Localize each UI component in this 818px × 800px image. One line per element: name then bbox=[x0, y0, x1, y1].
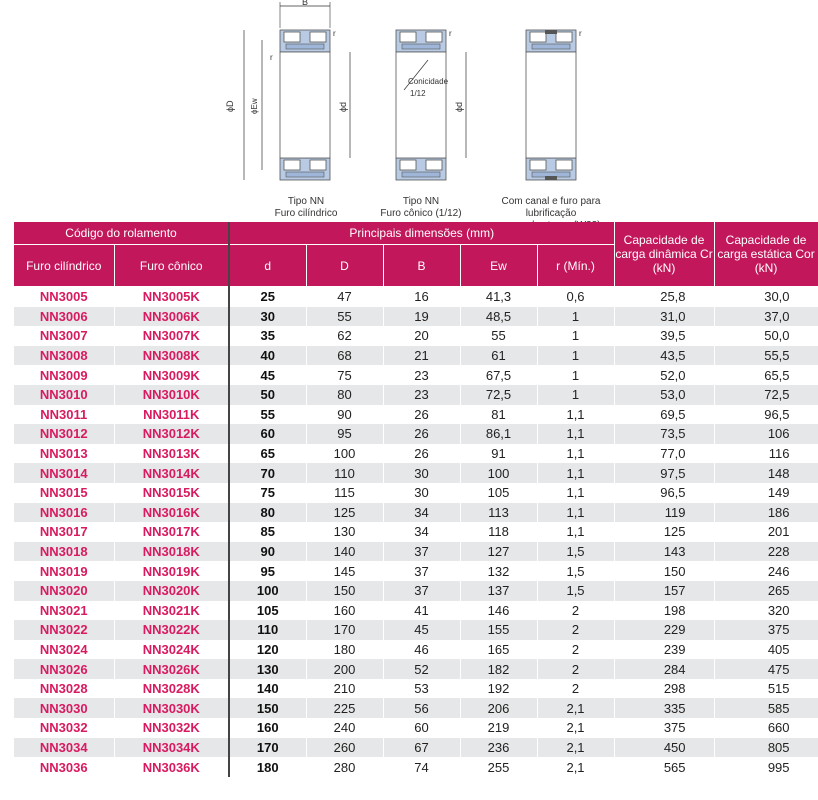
cell-furo-cilindrico: NN3015 bbox=[14, 483, 114, 503]
caption-cylindrical-line1: Tipo NN bbox=[287, 196, 325, 207]
cell-furo-conico: NN3017K bbox=[114, 522, 229, 542]
cell-furo-cilindrico: NN3005 bbox=[14, 287, 114, 307]
cell-furo-conico: NN3018K bbox=[114, 542, 229, 562]
cell-B: 20 bbox=[383, 326, 460, 346]
cell-furo-conico: NN3014K bbox=[114, 463, 229, 483]
cell-cor: 65,5 bbox=[714, 365, 818, 385]
cell-r: 1,1 bbox=[537, 444, 614, 464]
dim-r3-label: r bbox=[449, 29, 452, 38]
cell-B: 30 bbox=[383, 483, 460, 503]
cell-Ew: 100 bbox=[460, 463, 537, 483]
cell-cor: 246 bbox=[714, 561, 818, 581]
header-furo-conico: Furo cônico bbox=[114, 245, 229, 287]
cell-cor: 55,5 bbox=[714, 346, 818, 366]
table-row bbox=[14, 542, 818, 562]
cell-D: 55 bbox=[306, 307, 383, 327]
cell-Ew: 127 bbox=[460, 542, 537, 562]
header-cap-estatica: Capacidade de carga estática Cor (kN) bbox=[714, 222, 818, 287]
cell-r: 1,5 bbox=[537, 542, 614, 562]
cell-cr: 97,5 bbox=[614, 463, 714, 483]
cell-D: 240 bbox=[306, 718, 383, 738]
cell-cr: 375 bbox=[614, 718, 714, 738]
cell-cor: 405 bbox=[714, 640, 818, 660]
cell-furo-conico: NN3010K bbox=[114, 385, 229, 405]
cell-d: 70 bbox=[229, 463, 306, 483]
cell-D: 200 bbox=[306, 659, 383, 679]
cell-cor: 149 bbox=[714, 483, 818, 503]
cell-furo-conico: NN3021K bbox=[114, 601, 229, 621]
cell-furo-cilindrico: NN3024 bbox=[14, 640, 114, 660]
cell-furo-cilindrico: NN3019 bbox=[14, 561, 114, 581]
cell-r: 1,1 bbox=[537, 503, 614, 523]
cell-d: 40 bbox=[229, 346, 306, 366]
cell-d: 60 bbox=[229, 424, 306, 444]
cell-D: 90 bbox=[306, 405, 383, 425]
cell-cr: 125 bbox=[614, 522, 714, 542]
cell-furo-cilindrico: NN3028 bbox=[14, 679, 114, 699]
cell-cor: 201 bbox=[714, 522, 818, 542]
cell-d: 35 bbox=[229, 326, 306, 346]
cell-d: 140 bbox=[229, 679, 306, 699]
cell-B: 26 bbox=[383, 444, 460, 464]
cell-Ew: 61 bbox=[460, 346, 537, 366]
header-r: r (Mín.) bbox=[537, 245, 614, 287]
cell-cor: 148 bbox=[714, 463, 818, 483]
cell-cor: 30,0 bbox=[714, 287, 818, 307]
dim-r-label: r bbox=[333, 29, 336, 38]
cell-r: 1 bbox=[537, 307, 614, 327]
cell-cr: 77,0 bbox=[614, 444, 714, 464]
cell-D: 140 bbox=[306, 542, 383, 562]
cell-r: 1 bbox=[537, 326, 614, 346]
cell-furo-conico: NN3011K bbox=[114, 405, 229, 425]
cell-cr: 25,8 bbox=[614, 287, 714, 307]
cell-cor: 515 bbox=[714, 679, 818, 699]
cell-furo-cilindrico: NN3018 bbox=[14, 542, 114, 562]
cell-B: 46 bbox=[383, 640, 460, 660]
caption-cylindrical bbox=[266, 196, 346, 220]
cell-cr: 450 bbox=[614, 738, 714, 758]
dim-phiEw-label: ϕEw bbox=[250, 98, 259, 114]
cell-furo-cilindrico: NN3016 bbox=[14, 503, 114, 523]
cell-B: 52 bbox=[383, 659, 460, 679]
cell-furo-cilindrico: NN3021 bbox=[14, 601, 114, 621]
table-row bbox=[14, 326, 818, 346]
cell-D: 80 bbox=[306, 385, 383, 405]
cell-B: 37 bbox=[383, 561, 460, 581]
cell-Ew: 146 bbox=[460, 601, 537, 621]
bearing-table bbox=[14, 222, 818, 777]
cell-D: 100 bbox=[306, 444, 383, 464]
cell-B: 21 bbox=[383, 346, 460, 366]
cell-D: 95 bbox=[306, 424, 383, 444]
cell-cr: 73,5 bbox=[614, 424, 714, 444]
cell-cr: 229 bbox=[614, 620, 714, 640]
cell-r: 1 bbox=[537, 346, 614, 366]
table-row bbox=[14, 346, 818, 366]
table-row bbox=[14, 503, 818, 523]
cell-r: 2,1 bbox=[537, 757, 614, 777]
caption-tapered-line2: Furo cônico (1/12) bbox=[380, 208, 462, 219]
header-D: D bbox=[306, 245, 383, 287]
cell-B: 67 bbox=[383, 738, 460, 758]
cell-r: 2 bbox=[537, 679, 614, 699]
cell-d: 110 bbox=[229, 620, 306, 640]
cell-D: 145 bbox=[306, 561, 383, 581]
cell-cor: 228 bbox=[714, 542, 818, 562]
cell-r: 1,1 bbox=[537, 483, 614, 503]
cell-cr: 298 bbox=[614, 679, 714, 699]
cell-Ew: 67,5 bbox=[460, 365, 537, 385]
cell-d: 45 bbox=[229, 365, 306, 385]
cell-furo-cilindrico: NN3007 bbox=[14, 326, 114, 346]
cell-r: 2 bbox=[537, 620, 614, 640]
cell-r: 1,1 bbox=[537, 405, 614, 425]
cell-B: 45 bbox=[383, 620, 460, 640]
dim-phiD-label: ϕD bbox=[225, 100, 235, 112]
cell-B: 41 bbox=[383, 601, 460, 621]
table-row bbox=[14, 405, 818, 425]
table-row bbox=[14, 444, 818, 464]
cell-r: 2,1 bbox=[537, 698, 614, 718]
cell-r: 2,1 bbox=[537, 738, 614, 758]
cell-D: 260 bbox=[306, 738, 383, 758]
cell-furo-conico: NN3009K bbox=[114, 365, 229, 385]
cell-Ew: 118 bbox=[460, 522, 537, 542]
table-row bbox=[14, 385, 818, 405]
cell-furo-cilindrico: NN3034 bbox=[14, 738, 114, 758]
cell-cor: 475 bbox=[714, 659, 818, 679]
cell-r: 0,6 bbox=[537, 287, 614, 307]
cell-Ew: 48,5 bbox=[460, 307, 537, 327]
cell-Ew: 155 bbox=[460, 620, 537, 640]
cell-r: 1,5 bbox=[537, 581, 614, 601]
cell-cr: 335 bbox=[614, 698, 714, 718]
cell-cor: 72,5 bbox=[714, 385, 818, 405]
cell-furo-cilindrico: NN3014 bbox=[14, 463, 114, 483]
cell-cor: 116 bbox=[714, 444, 818, 464]
cell-furo-conico: NN3032K bbox=[114, 718, 229, 738]
cell-cr: 284 bbox=[614, 659, 714, 679]
cell-cr: 69,5 bbox=[614, 405, 714, 425]
cell-D: 125 bbox=[306, 503, 383, 523]
cell-Ew: 55 bbox=[460, 326, 537, 346]
cell-cor: 265 bbox=[714, 581, 818, 601]
cell-D: 62 bbox=[306, 326, 383, 346]
table-row bbox=[14, 679, 818, 699]
header-cap-dinamica: Capacidade de carga dinâmica Cr (kN) bbox=[614, 222, 714, 287]
cell-cr: 157 bbox=[614, 581, 714, 601]
cell-Ew: 192 bbox=[460, 679, 537, 699]
cell-r: 2,1 bbox=[537, 718, 614, 738]
cell-furo-conico: NN3013K bbox=[114, 444, 229, 464]
cell-furo-cilindrico: NN3022 bbox=[14, 620, 114, 640]
cell-D: 170 bbox=[306, 620, 383, 640]
cell-r: 2 bbox=[537, 601, 614, 621]
header-Ew: Ew bbox=[460, 245, 537, 287]
cell-B: 26 bbox=[383, 405, 460, 425]
bearing-drawings bbox=[0, 0, 818, 220]
cell-furo-conico: NN3007K bbox=[114, 326, 229, 346]
table-row bbox=[14, 463, 818, 483]
cell-B: 30 bbox=[383, 463, 460, 483]
cell-r: 1,1 bbox=[537, 522, 614, 542]
table-row bbox=[14, 659, 818, 679]
cell-furo-conico: NN3012K bbox=[114, 424, 229, 444]
cell-cr: 31,0 bbox=[614, 307, 714, 327]
cell-B: 23 bbox=[383, 385, 460, 405]
cell-B: 19 bbox=[383, 307, 460, 327]
cell-cr: 52,0 bbox=[614, 365, 714, 385]
cell-cr: 239 bbox=[614, 640, 714, 660]
cell-d: 150 bbox=[229, 698, 306, 718]
cell-furo-conico: NN3006K bbox=[114, 307, 229, 327]
drawing-lubrication-groove bbox=[526, 29, 582, 180]
dim-phid2-label: ϕd bbox=[454, 101, 464, 112]
cell-furo-cilindrico: NN3010 bbox=[14, 385, 114, 405]
table-row bbox=[14, 483, 818, 503]
cell-cor: 37,0 bbox=[714, 307, 818, 327]
cell-cor: 96,5 bbox=[714, 405, 818, 425]
cell-Ew: 255 bbox=[460, 757, 537, 777]
cell-furo-cilindrico: NN3036 bbox=[14, 757, 114, 777]
cell-furo-cilindrico: NN3009 bbox=[14, 365, 114, 385]
drawing-tapered-bore bbox=[396, 29, 466, 180]
cell-d: 95 bbox=[229, 561, 306, 581]
cell-cor: 106 bbox=[714, 424, 818, 444]
cell-furo-conico: NN3024K bbox=[114, 640, 229, 660]
table-row bbox=[14, 698, 818, 718]
cell-d: 50 bbox=[229, 385, 306, 405]
cell-cor: 50,0 bbox=[714, 326, 818, 346]
cell-r: 1 bbox=[537, 385, 614, 405]
cell-furo-conico: NN3015K bbox=[114, 483, 229, 503]
cell-furo-cilindrico: NN3030 bbox=[14, 698, 114, 718]
cell-B: 53 bbox=[383, 679, 460, 699]
cell-B: 34 bbox=[383, 522, 460, 542]
dim-r2-label: r bbox=[270, 53, 273, 62]
cell-d: 120 bbox=[229, 640, 306, 660]
cell-furo-conico: NN3034K bbox=[114, 738, 229, 758]
table-row bbox=[14, 738, 818, 758]
cell-furo-conico: NN3028K bbox=[114, 679, 229, 699]
cell-furo-conico: NN3020K bbox=[114, 581, 229, 601]
table-row bbox=[14, 757, 818, 777]
cell-furo-conico: NN3005K bbox=[114, 287, 229, 307]
cell-cr: 96,5 bbox=[614, 483, 714, 503]
table-row bbox=[14, 424, 818, 444]
cell-Ew: 219 bbox=[460, 718, 537, 738]
cell-furo-cilindrico: NN3026 bbox=[14, 659, 114, 679]
cell-cr: 198 bbox=[614, 601, 714, 621]
taper-ratio-label: 1/12 bbox=[410, 89, 426, 98]
cell-Ew: 81 bbox=[460, 405, 537, 425]
cell-r: 2 bbox=[537, 659, 614, 679]
cell-cor: 660 bbox=[714, 718, 818, 738]
cell-furo-cilindrico: NN3012 bbox=[14, 424, 114, 444]
cell-cor: 320 bbox=[714, 601, 818, 621]
table-row bbox=[14, 620, 818, 640]
cell-furo-cilindrico: NN3011 bbox=[14, 405, 114, 425]
cell-r: 2 bbox=[537, 640, 614, 660]
cell-Ew: 182 bbox=[460, 659, 537, 679]
cell-furo-conico: NN3016K bbox=[114, 503, 229, 523]
cell-Ew: 137 bbox=[460, 581, 537, 601]
cell-d: 130 bbox=[229, 659, 306, 679]
caption-tapered-line1: Tipo NN bbox=[402, 196, 440, 207]
drawing-cylindrical-bore bbox=[225, 0, 350, 180]
cell-furo-conico: NN3030K bbox=[114, 698, 229, 718]
table-row bbox=[14, 640, 818, 660]
cell-furo-cilindrico: NN3006 bbox=[14, 307, 114, 327]
cell-d: 105 bbox=[229, 601, 306, 621]
cell-cor: 186 bbox=[714, 503, 818, 523]
cell-D: 115 bbox=[306, 483, 383, 503]
caption-lubrication-line1: Com canal e furo para lubrificação bbox=[501, 196, 601, 219]
cell-Ew: 206 bbox=[460, 698, 537, 718]
dim-b-label: B bbox=[302, 0, 309, 7]
table-row bbox=[14, 601, 818, 621]
cell-furo-conico: NN3022K bbox=[114, 620, 229, 640]
cell-d: 100 bbox=[229, 581, 306, 601]
cell-cr: 119 bbox=[614, 503, 714, 523]
header-dimensoes: Principais dimensões (mm) bbox=[229, 222, 614, 245]
header-B: B bbox=[383, 245, 460, 287]
cell-cr: 39,5 bbox=[614, 326, 714, 346]
cell-D: 210 bbox=[306, 679, 383, 699]
cell-d: 85 bbox=[229, 522, 306, 542]
cell-Ew: 105 bbox=[460, 483, 537, 503]
table-row bbox=[14, 581, 818, 601]
cell-B: 26 bbox=[383, 424, 460, 444]
cell-B: 34 bbox=[383, 503, 460, 523]
cell-Ew: 72,5 bbox=[460, 385, 537, 405]
table-row bbox=[14, 561, 818, 581]
header-codigo: Código do rolamento bbox=[14, 222, 229, 245]
cell-D: 180 bbox=[306, 640, 383, 660]
cell-D: 110 bbox=[306, 463, 383, 483]
cell-D: 160 bbox=[306, 601, 383, 621]
dim-r4-label: r bbox=[579, 29, 582, 38]
cell-cr: 53,0 bbox=[614, 385, 714, 405]
cell-furo-cilindrico: NN3020 bbox=[14, 581, 114, 601]
table-row bbox=[14, 287, 818, 307]
cell-furo-conico: NN3008K bbox=[114, 346, 229, 366]
cell-Ew: 165 bbox=[460, 640, 537, 660]
cell-cor: 375 bbox=[714, 620, 818, 640]
cell-D: 75 bbox=[306, 365, 383, 385]
cell-cor: 585 bbox=[714, 698, 818, 718]
cell-Ew: 236 bbox=[460, 738, 537, 758]
cell-d: 30 bbox=[229, 307, 306, 327]
cell-d: 75 bbox=[229, 483, 306, 503]
cell-cr: 43,5 bbox=[614, 346, 714, 366]
cell-B: 23 bbox=[383, 365, 460, 385]
cell-d: 90 bbox=[229, 542, 306, 562]
cell-D: 150 bbox=[306, 581, 383, 601]
caption-tapered bbox=[366, 196, 476, 220]
cell-B: 74 bbox=[383, 757, 460, 777]
cell-r: 1,5 bbox=[537, 561, 614, 581]
cell-B: 37 bbox=[383, 581, 460, 601]
cell-d: 55 bbox=[229, 405, 306, 425]
cell-furo-cilindrico: NN3017 bbox=[14, 522, 114, 542]
cell-d: 25 bbox=[229, 287, 306, 307]
cell-furo-cilindrico: NN3013 bbox=[14, 444, 114, 464]
cell-Ew: 91 bbox=[460, 444, 537, 464]
cell-B: 60 bbox=[383, 718, 460, 738]
cell-furo-cilindrico: NN3008 bbox=[14, 346, 114, 366]
cell-d: 160 bbox=[229, 718, 306, 738]
cell-furo-conico: NN3026K bbox=[114, 659, 229, 679]
cell-d: 80 bbox=[229, 503, 306, 523]
cell-Ew: 41,3 bbox=[460, 287, 537, 307]
cell-Ew: 86,1 bbox=[460, 424, 537, 444]
cell-D: 68 bbox=[306, 346, 383, 366]
caption-cylindrical-line2: Furo cilíndrico bbox=[274, 208, 338, 219]
cell-D: 225 bbox=[306, 698, 383, 718]
cell-Ew: 113 bbox=[460, 503, 537, 523]
cell-D: 130 bbox=[306, 522, 383, 542]
cell-cor: 995 bbox=[714, 757, 818, 777]
table-row bbox=[14, 718, 818, 738]
cell-d: 180 bbox=[229, 757, 306, 777]
cell-furo-cilindrico: NN3032 bbox=[14, 718, 114, 738]
table-row bbox=[14, 307, 818, 327]
cell-cor: 805 bbox=[714, 738, 818, 758]
cell-Ew: 132 bbox=[460, 561, 537, 581]
cell-r: 1 bbox=[537, 365, 614, 385]
cell-furo-conico: NN3019K bbox=[114, 561, 229, 581]
cell-B: 37 bbox=[383, 542, 460, 562]
table-row bbox=[14, 365, 818, 385]
cell-cr: 143 bbox=[614, 542, 714, 562]
bearing-diagrams bbox=[0, 0, 818, 220]
cell-B: 16 bbox=[383, 287, 460, 307]
dim-phid-label: ϕd bbox=[338, 101, 348, 112]
cell-d: 170 bbox=[229, 738, 306, 758]
table-row bbox=[14, 522, 818, 542]
cell-d: 65 bbox=[229, 444, 306, 464]
cell-r: 1,1 bbox=[537, 463, 614, 483]
cell-cr: 565 bbox=[614, 757, 714, 777]
cell-B: 56 bbox=[383, 698, 460, 718]
cell-cr: 150 bbox=[614, 561, 714, 581]
cell-D: 280 bbox=[306, 757, 383, 777]
cell-D: 47 bbox=[306, 287, 383, 307]
conicidade-label: Conicidade bbox=[408, 77, 449, 86]
cell-furo-conico: NN3036K bbox=[114, 757, 229, 777]
header-furo-cilindrico: Furo cilíndrico bbox=[14, 245, 114, 287]
table-body bbox=[14, 287, 818, 777]
cell-r: 1,1 bbox=[537, 424, 614, 444]
header-d: d bbox=[229, 245, 306, 287]
